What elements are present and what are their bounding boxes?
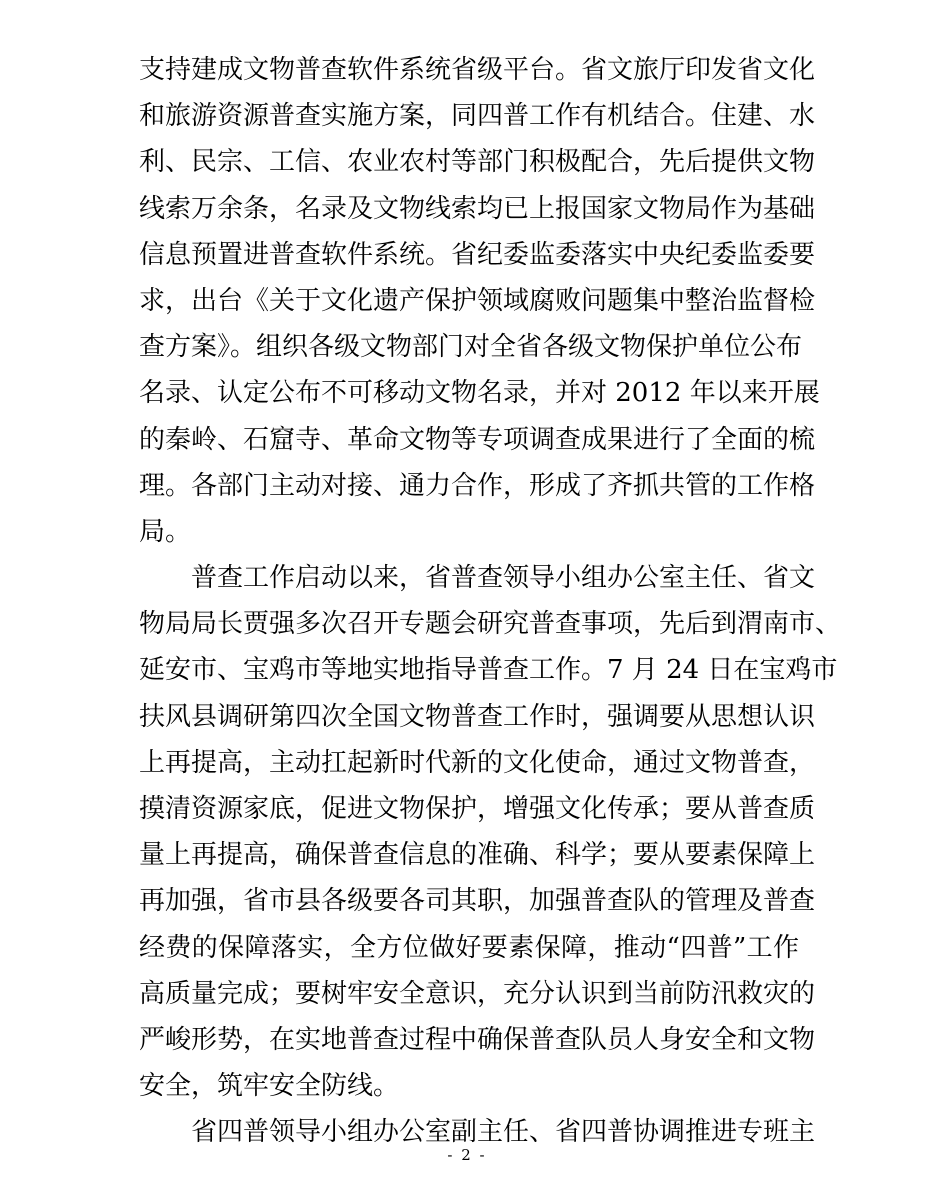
text-line: 省四普领导小组办公室副主任、省四普协调推进专班主: [191, 1117, 816, 1148]
page-number: - 2 -: [447, 1146, 487, 1164]
text-line: 求，出台《关于文化遗产保护领域腐败问题集中整治监督检: [139, 285, 816, 316]
text-line: 摸清资源家底，促进文物保护，增强文化传承；要从普查质: [139, 794, 816, 824]
text-line: 线索万余条，名录及文物线索均已上报国家文物局作为基础: [139, 193, 816, 224]
text-line: 延安市、宝鸡市等地实地指导普查工作。7 月 24 日在宝鸡市: [139, 655, 838, 686]
text-line: 高质量完成；要树牢安全意识，充分认识到当前防汛救灾的: [139, 978, 816, 1009]
text-line: 局。: [139, 516, 192, 547]
text-line: 理。各部门主动对接、通力合作，形成了齐抓共管的工作格: [139, 470, 816, 501]
text-line: 再加强，省市县各级要各司其职，加强普查队的管理及普查: [139, 886, 816, 917]
text-line: 量上再提高，确保普查信息的准确、科学；要从要素保障上: [139, 840, 816, 871]
text-line: 上再提高，主动扛起新时代新的文化使命，通过文物普查，: [139, 747, 816, 778]
text-line: 名录、认定公布不可移动文物名录，并对 2012 年以来开展: [139, 378, 820, 409]
text-line: 物局局长贾强多次召开专题会研究普查事项，先后到渭南市、: [139, 609, 842, 640]
text-line: 支持建成文物普查软件系统省级平台。省文旅厅印发省文化: [139, 55, 816, 85]
text-line: 严峻形势，在实地普查过程中确保普查队员人身安全和文物: [139, 1024, 816, 1055]
text-line: 信息预置进普查软件系统。省纪委监委落实中央纪委监委要: [139, 239, 816, 270]
text-line: 经费的保障落实，全方位做好要素保障，推动“四普”工作: [139, 932, 799, 963]
text-line: 查方案》。组织各级文物部门对全省各级文物保护单位公布: [139, 332, 803, 363]
text-line: 安全，筑牢安全防线。: [139, 1071, 400, 1102]
text-line: 的秦岭、石窟寺、革命文物等专项调查成果进行了全面的梳: [139, 424, 816, 455]
text-line: 普查工作启动以来，省普查领导小组办公室主任、省文: [191, 563, 816, 594]
text-line: 扶风县调研第四次全国文物普查工作时，强调要从思想认识: [139, 701, 816, 732]
text-line: 利、民宗、工信、农业农村等部门积极配合，先后提供文物: [139, 147, 816, 178]
text-line: 和旅游资源普查实施方案，同四普工作有机结合。住建、水: [139, 101, 816, 132]
body-text: [139, 47, 842, 1156]
